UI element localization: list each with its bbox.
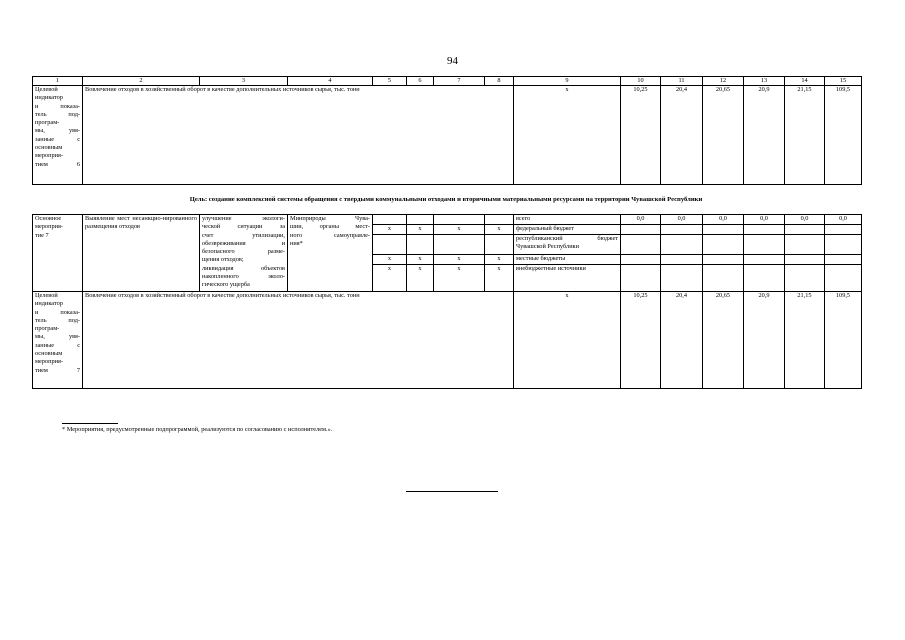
program-table-top [32,76,862,185]
indicator-7-col9: х [514,292,621,389]
total-value: 0,0 [621,215,661,225]
x-mark: х [485,225,514,235]
indicator-6-value: 10,25 [621,86,661,185]
col-number: 3 [200,77,288,86]
x-mark: х [434,225,485,235]
source-extra: внебюджетные источники [514,265,621,292]
footnote: * Мероприятия, предусмотренные подпрограммой, реализуются по согласованию с исполнителем.». [62,426,333,433]
footnote-separator [62,423,118,424]
indicator-6-value: 20,9 [744,86,785,185]
indicator-7-value: 10,25 [621,292,661,389]
indicator-6-value: 21,15 [785,86,825,185]
event-7-name: Выявление мест несанкцио-нированного размещения отходов [83,215,200,292]
x-mark: х [407,255,434,265]
indicator-7-value: 20,9 [744,292,785,389]
page-number: 94 [447,55,458,67]
total-value: 0,0 [744,215,785,225]
indicator-6-label: Целевой индикатор и показа- тель под- програм- мы, увя- занные с основным мероприя- тием 6 [33,86,83,185]
col-number: 13 [744,77,785,86]
col-number: 1 [33,77,83,86]
col-number: 12 [703,77,744,86]
col-number: 14 [785,77,825,86]
total-value: 0,0 [785,215,825,225]
indicator-7-value: 20,4 [661,292,703,389]
indicator-6-value: 20,4 [661,86,703,185]
source-republic: республиканский бюджет Чувашской Республики [514,235,621,255]
indicator-7-text: Вовлечение отходов в хозяйственный оборот в качестве дополнительных источников сырья, тыс. тонн [83,292,514,389]
col-number: 7 [434,77,485,86]
x-mark: х [407,265,434,292]
x-mark: х [373,255,407,265]
column-number-row [33,77,862,86]
col-number: 10 [621,77,661,86]
indicator-6-col9: х [514,86,621,185]
col-number: 11 [661,77,703,86]
col-number: 2 [83,77,200,86]
source-federal: федеральный бюджет [514,225,621,235]
event-7-total-row [33,215,862,225]
total-value: 0,0 [703,215,744,225]
source-total: всего [514,215,621,225]
goal-heading: Цель: создание комплексной системы обращения с твердыми коммунальными отходами и вторичными материальными ресурсами на территории Чувашской Республики [189,196,703,203]
end-divider [406,491,498,492]
indicator-6-value: 20,65 [703,86,744,185]
x-mark: х [485,255,514,265]
col-number: 5 [373,77,407,86]
total-value: 0,0 [661,215,703,225]
x-mark: х [485,265,514,292]
x-mark: х [373,265,407,292]
x-mark: х [434,265,485,292]
program-table-bottom [32,214,862,389]
indicator-7-row [33,292,862,389]
col-number: 4 [288,77,373,86]
x-mark: х [434,255,485,265]
indicator-6-value: 109,5 [825,86,862,185]
col-number: 9 [514,77,621,86]
indicator-6-row [33,86,862,185]
col-number: 15 [825,77,862,86]
source-local: местные бюджеты [514,255,621,265]
indicator-7-value: 20,65 [703,292,744,389]
event-7-executor: Минприроды Чува- шии, органы мест- ного самоуправле- ния* [288,215,373,292]
indicator-7-value: 21,15 [785,292,825,389]
x-mark: х [373,225,407,235]
indicator-7-label: Целевой индикатор и показа- тель под- програм- мы, увя- занные с основным мероприя- тием 7 [33,292,83,389]
total-value: 0,0 [825,215,862,225]
event-7-goal: улучшение экологи- ческой ситуации за счет утилизации, обезвреживания и безопасного разме- щения отходов; ликвидация объектов накопленного эколо- гического ущерба [200,215,288,292]
col-number: 8 [485,77,514,86]
indicator-7-value: 109,5 [825,292,862,389]
col-number: 6 [407,77,434,86]
event-7-label: Основное мероприя- тие 7 [33,215,83,292]
x-mark: х [407,225,434,235]
indicator-6-text: Вовлечение отходов в хозяйственный оборот в качестве дополнительных источников сырья, тыс. тонн [83,86,514,185]
